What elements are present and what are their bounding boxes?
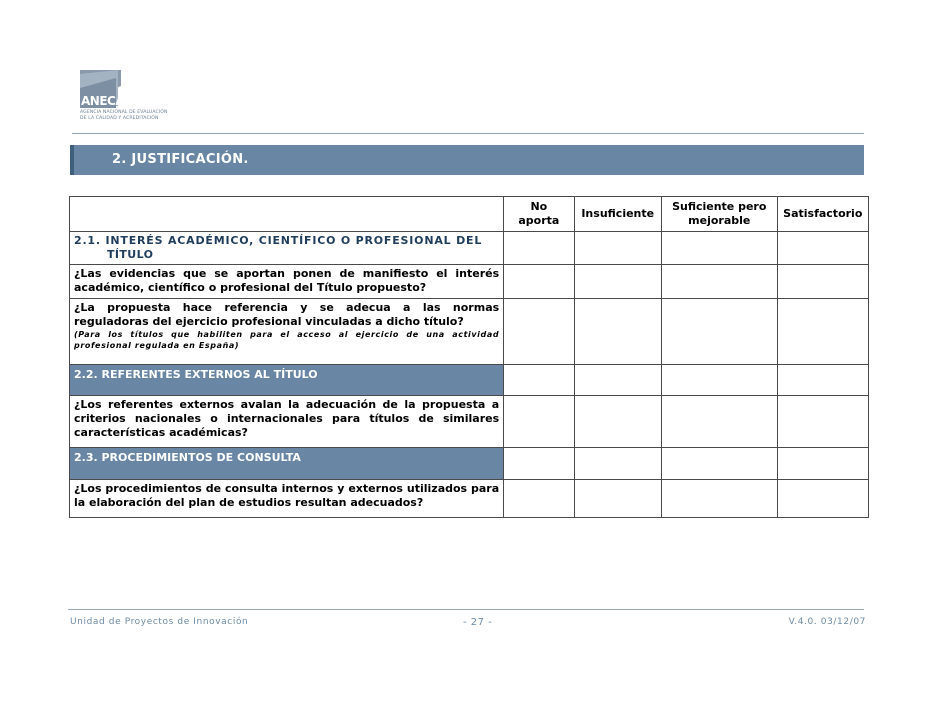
rating-cell-satisfactorio[interactable] [777, 480, 868, 518]
logo-subtitle [80, 110, 168, 121]
rating-cell-suficiente[interactable] [661, 480, 777, 518]
rating-cell[interactable] [504, 448, 574, 480]
rating-cell[interactable] [504, 232, 574, 265]
question-row-2 [70, 299, 869, 365]
rating-cell-no-aporta[interactable] [504, 299, 574, 365]
evaluation-table [69, 196, 869, 518]
section-row-2-1 [70, 232, 869, 265]
header-empty-cell [70, 197, 504, 232]
rating-cell[interactable] [574, 448, 661, 480]
section-bar-accent [70, 145, 74, 175]
rating-cell[interactable] [777, 448, 868, 480]
section-label-2-2: 2.2. REFERENTES EXTERNOS AL TÍTULO [70, 365, 504, 396]
rating-cell-suficiente[interactable] [661, 265, 777, 299]
logo-name: ANECA [81, 94, 125, 108]
logo-subtitle-line2: DE LA CALIDAD Y ACREDITACIÓN [80, 115, 159, 121]
section-label-2-1 [70, 232, 504, 265]
rating-cell[interactable] [504, 365, 574, 396]
rating-cell-insuficiente[interactable] [574, 299, 661, 365]
question-row-3 [70, 396, 869, 448]
rating-cell[interactable] [777, 365, 868, 396]
question-text: ¿Los referentes externos avalan la adecuación de la propuesta a criterios nacionales o internacionales para títulos de similares características académicas? [70, 396, 504, 448]
rating-cell-satisfactorio[interactable] [777, 396, 868, 448]
column-header-suficiente [661, 197, 777, 232]
rating-cell-no-aporta[interactable] [504, 396, 574, 448]
section-row-2-2 [70, 365, 869, 396]
question-row-4 [70, 480, 869, 518]
rating-cell-no-aporta[interactable] [504, 265, 574, 299]
section-row-2-3 [70, 448, 869, 480]
section-header-bar [70, 145, 864, 175]
column-header-line: mejorable [688, 214, 751, 227]
rating-cell[interactable] [661, 232, 777, 265]
section-label-line: 2.1. INTERÉS ACADÉMICO, CIENTÍFICO O PROFESIONAL DEL [74, 234, 483, 247]
rating-cell[interactable] [574, 365, 661, 396]
footer-unit-name: Unidad de Proyectos de Innovación [70, 617, 249, 627]
rating-cell-satisfactorio[interactable] [777, 299, 868, 365]
column-header-insuficiente: Insuficiente [574, 197, 661, 232]
rating-cell-insuficiente[interactable] [574, 265, 661, 299]
column-header-line: Suficiente pero [672, 200, 767, 213]
rating-cell[interactable] [574, 232, 661, 265]
rating-cell-insuficiente[interactable] [574, 480, 661, 518]
aneca-logo [76, 66, 196, 136]
footer-version: V.4.0. 03/12/07 [788, 617, 866, 627]
column-header-satisfactorio: Satisfactorio [777, 197, 868, 232]
column-header-line: aporta [518, 214, 560, 227]
rating-cell-suficiente[interactable] [661, 396, 777, 448]
question-cell [70, 299, 504, 365]
column-header-no-aporta [504, 197, 574, 232]
header-divider [72, 133, 864, 134]
question-text: ¿Las evidencias que se aportan ponen de manifiesto el interés académico, científico o profesional del Título propuesto? [70, 265, 504, 299]
question-note: (Para los títulos que habiliten para el acceso al ejercicio de una actividad profesional regulada en España) [74, 330, 500, 350]
question-text: ¿Los procedimientos de consulta internos y externos utilizados para la elaboración del plan de estudios resultan adecuados? [70, 480, 504, 518]
section-label-line: TÍTULO [107, 248, 154, 261]
section-title: 2. JUSTIFICACIÓN. [112, 152, 249, 167]
rating-cell-no-aporta[interactable] [504, 480, 574, 518]
rating-cell[interactable] [661, 365, 777, 396]
question-text: ¿La propuesta hace referencia y se adecua a las normas reguladoras del ejercicio profesional vinculadas a dicho título? [74, 301, 500, 328]
rating-cell[interactable] [777, 232, 868, 265]
question-row-1 [70, 265, 869, 299]
rating-cell-suficiente[interactable] [661, 299, 777, 365]
column-header-line: No [530, 200, 548, 213]
rating-cell[interactable] [661, 448, 777, 480]
section-label-2-3: 2.3. PROCEDIMIENTOS DE CONSULTA [70, 448, 504, 480]
page-number: - 27 - [463, 617, 493, 628]
rating-cell-insuficiente[interactable] [574, 396, 661, 448]
table-header-row [70, 197, 869, 232]
rating-cell-satisfactorio[interactable] [777, 265, 868, 299]
logo-subtitle-line1: AGENCIA NACIONAL DE EVALUACIÓN [80, 110, 168, 115]
footer-divider [68, 609, 864, 610]
